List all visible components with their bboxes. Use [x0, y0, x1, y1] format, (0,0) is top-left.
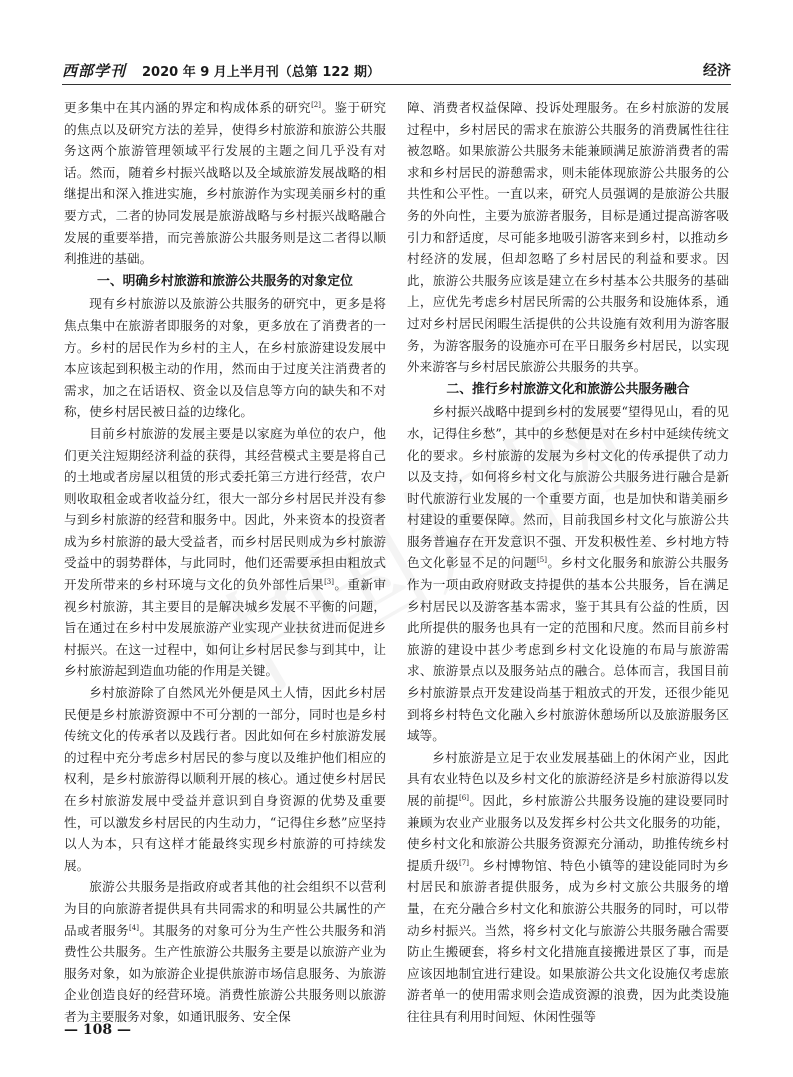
- issue-info: 2020 年 9 月上半月刊（总第 122 期）: [142, 65, 380, 80]
- citation-ref: [7]: [459, 858, 469, 867]
- paragraph-text: 。因此，乡村旅游公共服务设施的建设要同时兼顾为农业产业服务以及发挥乡村公共文化服务的功能，使乡村文化和旅游公共服务资源充分涌动，助推传统乡村提质升级: [407, 793, 730, 873]
- paragraph-text: 旅游公共服务是指政府或者其他的社会组织不以营利为目的向旅游者提供具有共同需求的和明显公共属性的产品或者服务: [64, 879, 386, 938]
- citation-ref: [3]: [324, 577, 334, 586]
- paragraph-text: 乡村旅游是立足于农业发展基础上的休闲产业，因此具有农业特色以及乡村文化的旅游经济是乡村旅游得以发展的前提: [407, 749, 729, 808]
- paragraph-text: 。乡村博物馆、特色小镇等的建设能同时为乡村居民和旅游者提供服务，成为乡村文旅公共服务的增量，在充分融合乡村文化和旅游公共服务的同时，可以带动乡村振兴。当然，将乡村文化与旅游公共服务融合需要防止生搬硬套，将乡村文化措施直接搬进景区了事，而是应该因地制宜进行建设。如果旅游公共文化设施仅考虑旅游者单一的使用需求则会造成资源的浪费，因为此类设施往往具有利用时间短、休闲性强等: [407, 857, 730, 1024]
- page-number: — 108 —: [64, 1022, 131, 1038]
- right-column: [407, 97, 729, 1028]
- section-heading: [64, 271, 386, 293]
- citation-ref: [6]: [459, 793, 469, 802]
- section-label: 经济: [703, 63, 731, 79]
- paragraph: [64, 293, 386, 423]
- citation-ref: [4]: [129, 923, 139, 932]
- paragraph: [64, 423, 386, 682]
- paragraph-text: 。重新审视乡村旅游，其主要目的是解决城乡发展不平衡的问题，旨在通过在乡村中发展旅游产业实现产业扶贫进而促进乡村振兴。在这一过程中，如何让乡村居民参与到其中，让乡村旅游起到造血功能的作用是关键。: [64, 577, 387, 679]
- paragraph: [407, 747, 729, 1028]
- paragraph-text: 现有乡村旅游以及旅游公共服务的研究中，更多是将焦点集中在旅游者即服务的对象，更多放在了消费者的一方。乡村的居民作为乡村的主人，在乡村旅游建设发展中本应该起到积极主动的作用，然而由于过度关注消费者的需求，加之在话语权、资金以及信息等方向的缺失和不对称，使乡村居民被日益的边缘化。: [64, 296, 386, 420]
- section-heading: [407, 379, 729, 401]
- paragraph-text: 。鉴于研究的焦点以及研究方法的差异，使得乡村旅游和旅游公共服务这两个旅游管理领域平行发展的主题之间几乎没有对话。然而，随着乡村振兴战略以及全域旅游发展战略的相继提出和深入推进实施，乡村旅游作为实现美丽乡村的重要方式，二者的协同发展是旅游战略与乡村振兴战略融合发展的重要举措，而完善旅游公共服务则是这二者得以顺利推进的基础。: [64, 100, 387, 267]
- paragraph-text: 乡村振兴战略中提到乡村的发展要“望得见山，看的见水，记得住乡愁”，其中的乡愁便是对在乡村中延续传统文化的要求。乡村旅游的发展为乡村文化的传承提供了动力以及支持，如何将乡村文化与旅游公共服务进行融合是新时代旅游行业发展的一个重要方面，也是加快和谐美丽乡村建设的重要保障。然而，目前我国乡村文化与旅游公共服务普遍存在开发意识不强、开发积极性差、乡村地方特色文化彰显不足的问题: [407, 404, 729, 571]
- paragraph-text: 乡村旅游除了自然风光外便是风土人情，因此乡村居民便是乡村旅游资源中不可分割的一部分，同时也是乡村传统文化的传承者以及践行者。因此如何在乡村旅游发展的过程中充分考虑乡村居民的参与度以及维护他们相应的权利，是乡村旅游得以顺利开展的核心。通过使乡村居民在乡村旅游发展中受益并意识到自身资源的优势及重要性，可以激发乡村居民的内生动力，“记得住乡愁”应坚持以人为本，只有这样才能最终实现乡村旅游的可持续发展。: [64, 685, 386, 873]
- paragraph-text: 。乡村文化服务和旅游公共服务作为一项由政府财政支持提供的基本公共服务，旨在满足乡村居民以及游客基本需求，鉴于其具有公益的性质，因此所提供的服务也具有一定的范围和尺度。然而目前乡村旅游的建设中甚少考虑到乡村文化设施的布局与旅游需求、旅游景点以及服务站点的融合。总体而言，我国目前乡村旅游景点开发建设尚基于粗放式的开发，还很少能见到将乡村特色文化融入乡村旅游休憩场所以及旅游服务区域等。: [407, 555, 730, 744]
- paragraph-text: 更多集中在其内涵的界定和构成体系的研究: [64, 100, 312, 115]
- citation-ref: [2]: [311, 100, 321, 109]
- paragraph-text: 目前乡村旅游的发展主要是以家庭为单位的农户，他们更关注短期经济利益的获得，其经营模式主要是将自己的土地或者房屋以租赁的形式委托第三方进行经营，农户则收取租金或者收益分红，很大一部分乡村居民并没有参与到乡村旅游的经营和服务中。因此，外来资本的投资者成为乡村旅游的最大受益者，而乡村居民则成为乡村旅游受益中的弱势群体，与此同时，他们还需要承担由粗放式开发所带来的乡村环境与文化的负外部性后果: [64, 425, 386, 593]
- paragraph-text: 。其服务的对象可分为生产性公共服务和消费性公共服务。生产性旅游公共服务主要是以旅游产业为服务对象，如为旅游企业提供旅游市场信息服务、为旅游企业创造良好的经营环境。消费性旅游公共服务则以旅游者为主要服务对象，如通讯服务、安全保: [64, 922, 387, 1024]
- paragraph-text: 一、明确乡村旅游和旅游公共服务的对象定位: [97, 273, 353, 289]
- citation-ref: [5]: [537, 556, 547, 565]
- paragraph: [64, 876, 386, 1027]
- paragraph: [64, 682, 386, 876]
- page-header: [62, 60, 731, 84]
- journal-logo: 西部学刊: [62, 62, 127, 80]
- paragraph: [407, 97, 729, 378]
- paragraph: [64, 97, 386, 270]
- paragraph-text: 障、消费者权益保障、投诉处理服务。在乡村旅游的发展过程中，乡村居民的需求在旅游公共服务的消费属性往往被忽略。如果旅游公共服务未能兼顾满足旅游消费者的需求和乡村居民的游憩需求，则未能体现旅游公共服务的公共性和公平性。一直以来，研究人员强调的是旅游公共服务的外向性，主要为旅游者服务，目标是通过提高游客吸引力和舒适度，尽可能多地吸引游客来到乡村，以推动乡村经济的发展，但却忽略了乡村居民的利益和要求。因此，旅游公共服务应该是建立在乡村基本公共服务的基础上，应优先考虑乡村居民所需的公共服务和设施体系，通过对乡村居民闲暇生活提供的公共设施有效利用为游客服务，为游客服务的设施亦可在平日服务乡村居民，以实现外来游客与乡村居民旅游公共服务的共享。: [407, 100, 729, 375]
- header-rule: [62, 84, 731, 85]
- paragraph-text: 二、推行乡村旅游文化和旅游公共服务融合: [446, 381, 690, 397]
- paragraph: [407, 401, 729, 747]
- left-column: [64, 97, 386, 1028]
